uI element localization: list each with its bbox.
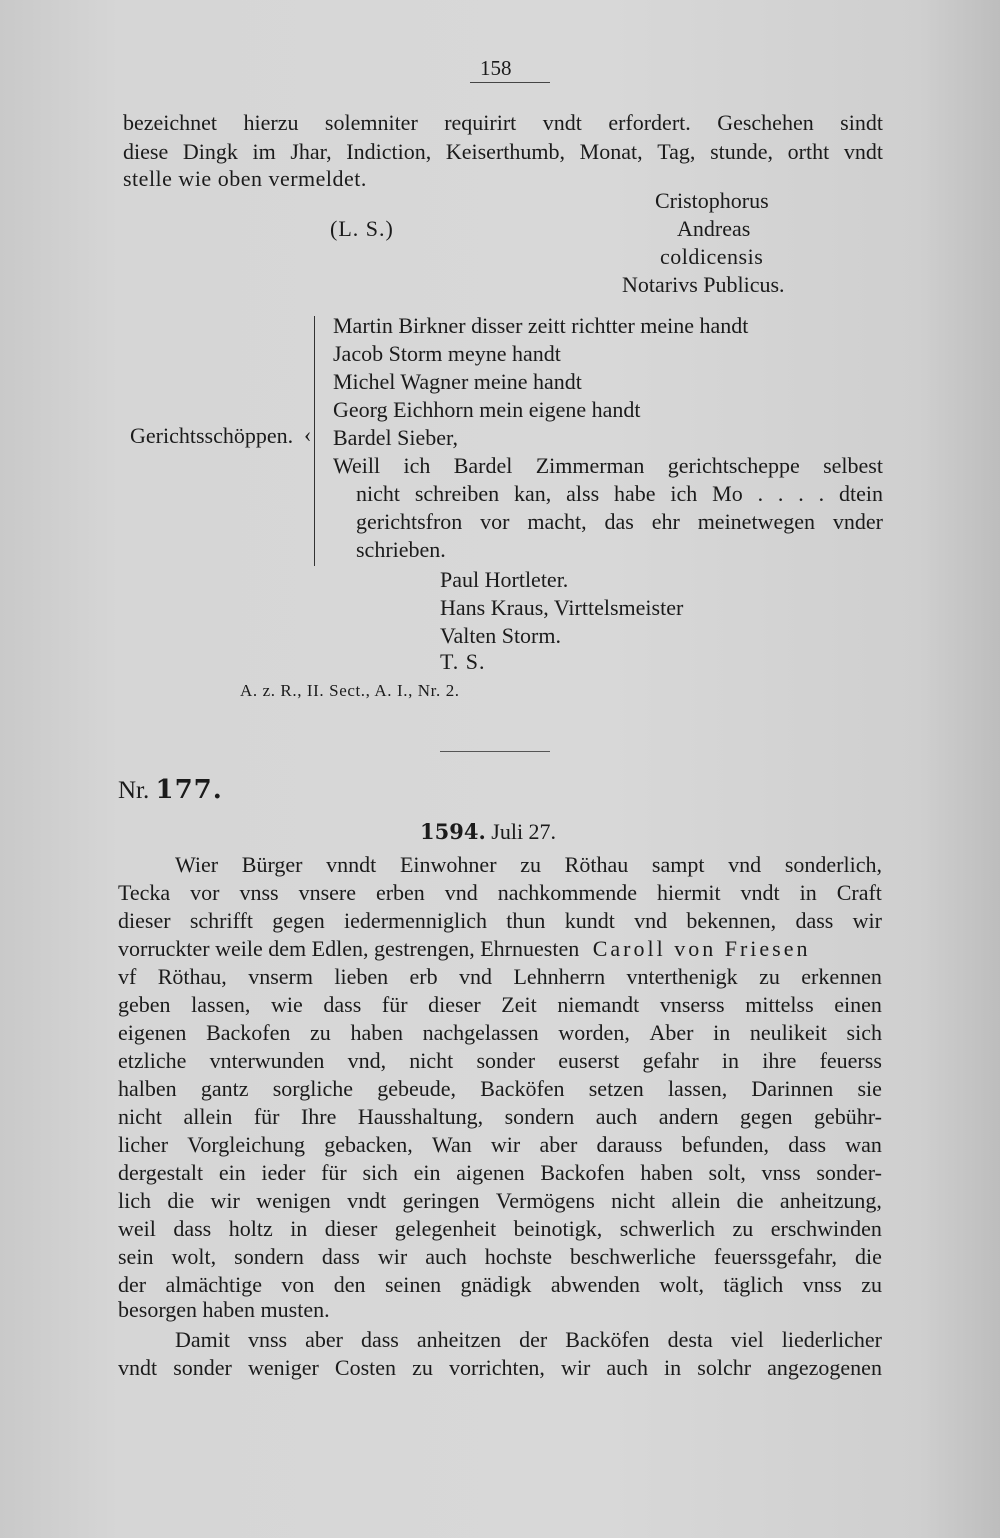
page-number-rule — [470, 82, 550, 83]
signatory: Hans Kraus, Virttelsmeister — [440, 595, 684, 620]
opening-line: stelle wie oben vermeldet. — [123, 166, 367, 191]
court-entry: gerichtsfron vor macht, das ehr meinetwegen vnder — [356, 509, 883, 534]
document-date-day: Juli 27. — [491, 819, 557, 844]
body-line: weil dass holtz in dieser gelegenheit beinotigk, schwerlich zu erschwinden — [118, 1216, 882, 1241]
body-line — [118, 936, 882, 962]
body-line: Tecka vor vnss vnsere erben vnd nachkommende hiermit vndt in Craft — [118, 880, 882, 905]
body-line: dergestalt ein ieder für sich ein aigenen Backofen haben solt, vnss sonder- — [118, 1160, 882, 1185]
signatory: T. S. — [440, 649, 486, 674]
body-line: Damit vnss aber dass anheitzen der Backöfen desta viel liederlicher — [175, 1327, 882, 1352]
court-label: Gerichtsschöppen. — [130, 423, 294, 448]
court-entry: Jacob Storm meyne handt — [333, 341, 561, 366]
document-number-prefix: Nr. — [118, 777, 150, 804]
notary-line: Notarivs Publicus. — [622, 272, 785, 297]
body-line: vndt sonder weniger Costen zu vorrichten, wir auch in solchr angezogenen — [118, 1355, 882, 1380]
notary-line: Andreas — [677, 216, 751, 241]
court-brace-tip: ‹ — [304, 422, 312, 447]
court-entry: Bardel Sieber, — [333, 425, 458, 450]
body-line-text: vorruckter weile dem Edlen, gestrengen, Ehrnuesten — [118, 936, 580, 961]
signatory: Paul Hortleter. — [440, 567, 569, 592]
body-line: lich die wir wenigen vndt geringen Vermögens nicht allein die anheitzung, — [118, 1188, 882, 1213]
opening-line: bezeichnet hierzu solemniter requirirt vndt erfordert. Geschehen sindt — [123, 110, 883, 135]
court-entry: Martin Birkner disser zeitt richtter meine handt — [333, 313, 749, 338]
body-line: sein wolt, sondern dass wir auch hochste beschwerliche feuerssgefahr, die — [118, 1244, 882, 1269]
section-divider — [440, 751, 550, 752]
court-entry: Weill ich Bardel Zimmerman gerichtscheppe selbest — [333, 453, 883, 478]
body-line-name: Caroll von Friesen — [592, 936, 811, 961]
court-brace — [314, 316, 325, 566]
archive-reference: A. z. R., II. Sect., A. I., Nr. 2. — [240, 681, 460, 700]
document-date-year: 1594. — [420, 819, 486, 844]
body-line: dieser schrifft gegen iedermenniglich thun kundt vnd bekennen, dass wir — [118, 908, 882, 933]
court-entry: Georg Eichhorn mein eigene handt — [333, 397, 641, 422]
body-line: der almächtige von den seinen gnädigk abwenden wolt, täglich vnss zu — [118, 1272, 882, 1297]
notary-line: Cristophorus — [655, 188, 769, 213]
body-line: Wier Bürger vnndt Einwohner zu Röthau sampt vnd sonderlich, — [175, 852, 882, 877]
opening-line: diese Dingk im Jhar, Indiction, Keiserthumb, Monat, Tag, stunde, ortht vndt — [123, 139, 883, 164]
court-entry: nicht schreiben kan, alss habe ich Mo . . . . dtein — [356, 481, 883, 506]
body-line: halben gantz sorgliche gebeude, Backöfen setzen lassen, Darinnen sie — [118, 1076, 882, 1101]
seal-mark: (L. S.) — [330, 216, 394, 241]
body-line: besorgen haben musten. — [118, 1297, 330, 1322]
body-line: vf Röthau, vnserm lieben erb vnd Lehnherrn vnterthenigk zu erkennen — [118, 964, 882, 989]
body-line: licher Vorgleichung gebacken, Wan wir aber darauss befunden, dass wan — [118, 1132, 882, 1157]
body-line: etzliche vnterwunden vnd, nicht sonder euserst gefahr in ihre feuerss — [118, 1048, 882, 1073]
notary-line: coldicensis — [660, 244, 764, 269]
body-line: geben lassen, wie dass für dieser Zeit niemandt vnserss mittelss einen — [118, 992, 882, 1017]
document-number-value: 177. — [155, 775, 223, 805]
court-entry: Michel Wagner meine handt — [333, 369, 582, 394]
signatory: Valten Storm. — [440, 623, 561, 648]
document-date — [420, 819, 556, 845]
body-line: nicht allein für Ihre Hausshaltung, sondern auch andern gegen gebühr- — [118, 1104, 882, 1129]
body-line: eigenen Backofen zu haben nachgelassen worden, Aber in neulikeit sich — [118, 1020, 882, 1045]
court-entry: schrieben. — [356, 537, 446, 562]
page-number: 158 — [480, 56, 512, 80]
document-number — [118, 775, 223, 805]
